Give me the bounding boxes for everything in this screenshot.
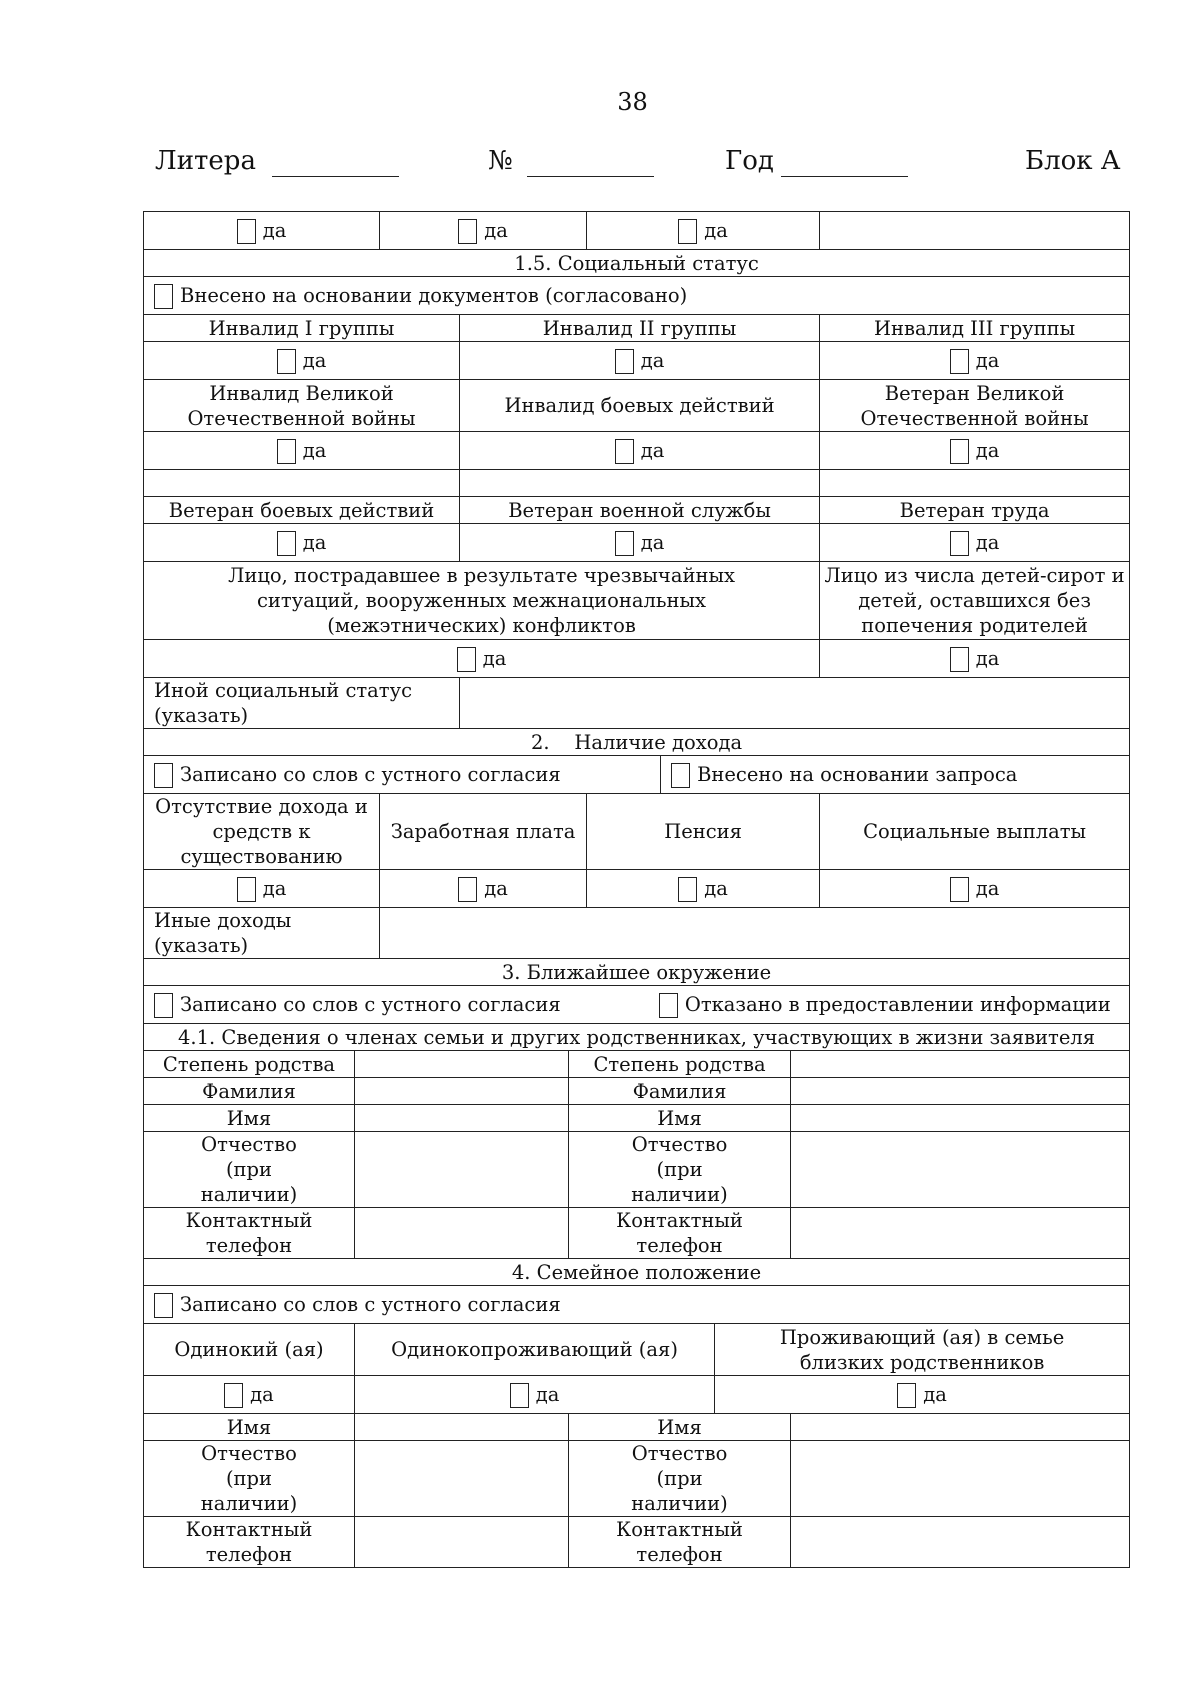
- yes-checkbox[interactable]: [615, 439, 665, 462]
- checkbox-icon: [237, 219, 256, 244]
- checkbox-icon: [897, 1383, 916, 1408]
- section-title: 2. Наличие дохода: [144, 729, 1130, 756]
- status-label: Инвалид Великой Отечественной войны: [144, 380, 460, 432]
- income-label: Отсутствие дохода и средств к существованию: [144, 794, 380, 870]
- checkbox-icon: [510, 1383, 529, 1408]
- request-checkbox[interactable]: [671, 763, 1017, 786]
- yes-checkbox[interactable]: [224, 1383, 274, 1406]
- yes-label: да: [975, 438, 1000, 462]
- verbal-consent-label: Записано со слов с устного согласия: [180, 1292, 561, 1316]
- yes-label: да: [302, 438, 327, 462]
- name-field[interactable]: [355, 1105, 569, 1132]
- empty-cell[interactable]: [820, 212, 1130, 250]
- yes-checkbox[interactable]: [458, 219, 508, 242]
- checkbox-icon: [458, 219, 477, 244]
- kinship-label: Степень родства: [144, 1051, 355, 1078]
- section-title: 3. Ближайшее окружение: [144, 959, 1130, 986]
- yes-label: да: [640, 438, 665, 462]
- checkbox-icon: [615, 349, 634, 374]
- phone-field[interactable]: [791, 1517, 1130, 1568]
- docs-label: Внесено на основании документов (согласовано): [180, 283, 688, 307]
- checkbox-icon: [277, 349, 296, 374]
- yes-label: да: [923, 1382, 947, 1406]
- empty-cell: [460, 470, 820, 497]
- yes-label: да: [484, 218, 508, 242]
- checkbox-icon: [277, 439, 296, 464]
- number-label: №: [488, 146, 513, 176]
- checkbox-icon: [950, 647, 969, 672]
- empty-cell: [820, 470, 1130, 497]
- status-label: Ветеран труда: [820, 497, 1130, 524]
- yes-checkbox[interactable]: [277, 531, 327, 554]
- status-label: Лицо, пострадавшее в результате чрезвычайных ситуаций, вооруженных межнациональных (межэтнических) конфликтов: [144, 562, 820, 640]
- yes-label: да: [704, 876, 728, 900]
- status-label: Ветеран военной службы: [460, 497, 820, 524]
- checkbox-icon: [950, 877, 969, 902]
- yes-checkbox[interactable]: [277, 439, 327, 462]
- yes-label: да: [482, 646, 507, 670]
- patronymic-label: Отчество (при наличии): [144, 1441, 355, 1517]
- phone-label: Контактный телефон: [569, 1208, 791, 1259]
- other-income-label: Иные доходы (указать): [144, 908, 380, 959]
- yes-checkbox[interactable]: [237, 219, 287, 242]
- yes-checkbox[interactable]: [950, 439, 1000, 462]
- checkbox-icon: [154, 993, 173, 1018]
- name-field[interactable]: [355, 1414, 569, 1441]
- verbal-consent-label: Записано со слов с устного согласия: [180, 992, 561, 1016]
- yes-label: да: [484, 876, 508, 900]
- checkbox-icon: [457, 647, 476, 672]
- yes-label: да: [704, 218, 728, 242]
- patronymic-field[interactable]: [791, 1132, 1130, 1208]
- checkbox-icon: [950, 349, 969, 374]
- name-label: Имя: [569, 1414, 791, 1441]
- yes-label: да: [302, 348, 327, 372]
- status-label: Инвалид I группы: [144, 315, 460, 342]
- yes-label: да: [640, 530, 665, 554]
- status-label: Инвалид боевых действий: [460, 380, 820, 432]
- yes-label: да: [262, 218, 287, 242]
- year-label: Год: [725, 146, 774, 176]
- yes-checkbox[interactable]: [950, 349, 1000, 372]
- yes-checkbox[interactable]: [277, 349, 327, 372]
- yes-checkbox[interactable]: [950, 531, 1000, 554]
- docs-checkbox[interactable]: [154, 284, 687, 307]
- section-title: 4. Семейное положение: [144, 1259, 1130, 1286]
- yes-checkbox[interactable]: [457, 647, 507, 670]
- patronymic-field[interactable]: [355, 1441, 569, 1517]
- checkbox-icon: [615, 439, 634, 464]
- yes-checkbox[interactable]: [237, 877, 287, 900]
- surname-label: Фамилия: [144, 1078, 355, 1105]
- status-label: Ветеран боевых действий: [144, 497, 460, 524]
- status-label: Лицо из числа детей-сирот и детей, оставшихся без попечения родителей: [820, 562, 1130, 640]
- checkbox-icon: [615, 531, 634, 556]
- name-field[interactable]: [791, 1414, 1130, 1441]
- yes-label: да: [262, 876, 287, 900]
- verbal-consent-checkbox[interactable]: [154, 1293, 561, 1316]
- yes-label: да: [250, 1382, 274, 1406]
- refused-label: Отказано в предоставлении информации: [684, 992, 1111, 1016]
- checkbox-icon: [950, 531, 969, 556]
- name-label: Имя: [569, 1105, 791, 1132]
- status-label: Инвалид II группы: [460, 315, 820, 342]
- patronymic-label: Отчество (при наличии): [144, 1132, 355, 1208]
- yes-label: да: [975, 876, 1000, 900]
- checkbox-icon: [154, 1293, 173, 1318]
- section-title: 1.5. Социальный статус: [144, 250, 1130, 277]
- verbal-consent-checkbox[interactable]: [154, 763, 561, 786]
- income-label: Пенсия: [587, 794, 820, 870]
- other-status-field[interactable]: [460, 678, 1130, 729]
- status-label: Инвалид III группы: [820, 315, 1130, 342]
- page-number: 38: [617, 88, 648, 116]
- marital-label: Одинокий (ая): [144, 1324, 355, 1376]
- name-label: Имя: [144, 1105, 355, 1132]
- patronymic-label: Отчество (при наличии): [569, 1132, 791, 1208]
- phone-label: Контактный телефон: [144, 1517, 355, 1568]
- status-label: Ветеран Великой Отечественной войны: [820, 380, 1130, 432]
- surname-field[interactable]: [355, 1078, 569, 1105]
- yes-checkbox[interactable]: [615, 349, 665, 372]
- checkbox-icon: [277, 531, 296, 556]
- yes-checkbox[interactable]: [678, 877, 728, 900]
- refused-checkbox[interactable]: [659, 993, 1111, 1016]
- checkbox-icon: [224, 1383, 243, 1408]
- marital-label: Одинокопроживающий (ая): [355, 1324, 715, 1376]
- empty-cell: [144, 470, 460, 497]
- number-field[interactable]: [527, 176, 654, 177]
- checkbox-icon: [678, 877, 697, 902]
- yes-checkbox[interactable]: [510, 1383, 560, 1406]
- yes-label: да: [975, 348, 1000, 372]
- patronymic-field[interactable]: [791, 1441, 1130, 1517]
- kinship-field[interactable]: [355, 1051, 569, 1078]
- phone-field[interactable]: [355, 1517, 569, 1568]
- checkbox-icon: [458, 877, 477, 902]
- phone-label: Контактный телефон: [144, 1208, 355, 1259]
- form-table: [143, 211, 1130, 1568]
- phone-field[interactable]: [355, 1208, 569, 1259]
- yes-checkbox[interactable]: [615, 531, 665, 554]
- request-label: Внесено на основании запроса: [697, 762, 1018, 786]
- litera-field[interactable]: [272, 176, 399, 177]
- checkbox-icon: [659, 993, 678, 1018]
- checkbox-icon: [237, 877, 256, 902]
- checkbox-icon: [950, 439, 969, 464]
- patronymic-label: Отчество (при наличии): [569, 1441, 791, 1517]
- patronymic-field[interactable]: [355, 1132, 569, 1208]
- yes-checkbox[interactable]: [458, 877, 508, 900]
- name-label: Имя: [144, 1414, 355, 1441]
- yes-label: да: [975, 646, 1000, 670]
- litera-label: Литера: [155, 146, 256, 176]
- yes-label: да: [302, 530, 327, 554]
- phone-field[interactable]: [791, 1208, 1130, 1259]
- verbal-consent-checkbox[interactable]: [154, 993, 561, 1016]
- marital-label: Проживающий (ая) в семье близких родственников: [715, 1324, 1130, 1376]
- surname-field[interactable]: [791, 1078, 1130, 1105]
- name-field[interactable]: [791, 1105, 1130, 1132]
- block-label: Блок А: [1025, 146, 1121, 176]
- income-label: Заработная плата: [380, 794, 587, 870]
- other-income-field[interactable]: [380, 908, 1130, 959]
- checkbox-icon: [154, 284, 173, 309]
- other-status-label: Иной социальный статус (указать): [144, 678, 460, 729]
- kinship-field[interactable]: [791, 1051, 1130, 1078]
- yes-label: да: [640, 348, 665, 372]
- yes-checkbox[interactable]: [950, 877, 1000, 900]
- kinship-label: Степень родства: [569, 1051, 791, 1078]
- section-title: 4.1. Сведения о членах семьи и других родственниках, участвующих в жизни заявителя: [144, 1024, 1130, 1051]
- checkbox-icon: [154, 763, 173, 788]
- yes-checkbox[interactable]: [897, 1383, 947, 1406]
- checkbox-icon: [678, 219, 697, 244]
- surname-label: Фамилия: [569, 1078, 791, 1105]
- yes-checkbox[interactable]: [950, 647, 1000, 670]
- yes-checkbox[interactable]: [678, 219, 728, 242]
- yes-label: да: [975, 530, 1000, 554]
- year-field[interactable]: [781, 176, 908, 177]
- yes-label: да: [535, 1382, 560, 1406]
- verbal-consent-label: Записано со слов с устного согласия: [180, 762, 561, 786]
- checkbox-icon: [671, 763, 690, 788]
- income-label: Социальные выплаты: [820, 794, 1130, 870]
- phone-label: Контактный телефон: [569, 1517, 791, 1568]
